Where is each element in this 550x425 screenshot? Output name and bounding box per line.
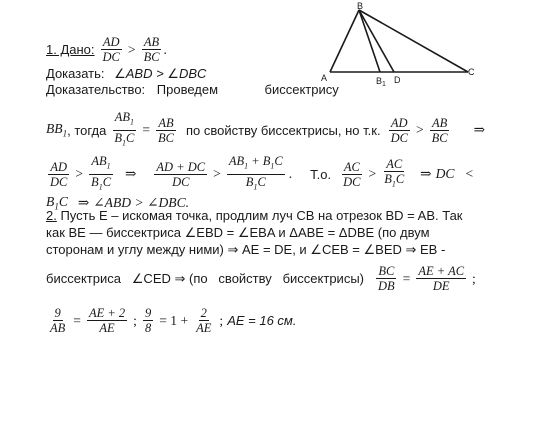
label-b1: $B_1$ <box>376 76 386 88</box>
period: . <box>288 166 293 181</box>
implies-arrow: ⇒ <box>125 166 137 181</box>
b1c: $B_1C$ <box>46 194 68 212</box>
proof-text: Проведем биссектрису <box>156 82 339 97</box>
given-frac-ad-dc <box>101 35 122 64</box>
frac-9-8: $\frac{9}{8}$ <box>144 306 152 335</box>
semicolon: ; <box>472 270 476 286</box>
bisector-line <box>46 110 489 150</box>
given-line <box>46 35 167 64</box>
triangle-lines <box>330 10 468 72</box>
op-eq: = <box>402 270 411 286</box>
p2-line2 <box>46 225 500 241</box>
frac-num: AD <box>102 35 120 49</box>
semicolon: ; <box>219 312 224 328</box>
label-d: D <box>394 75 401 85</box>
frac-ae-plus-2: $\frac{AE + 2}{AE}$ <box>88 306 126 335</box>
op-greater: > <box>127 41 136 57</box>
dc-less: DC < <box>435 166 474 181</box>
p2-line1 <box>46 208 500 224</box>
op-eq: = <box>142 122 151 137</box>
frac-ac-dc: $\frac{AC}{DC}$ <box>343 159 361 189</box>
heading-2: 2. <box>46 208 57 223</box>
p2-line4 <box>46 264 476 293</box>
bb1: $BB_1$ <box>46 121 68 139</box>
frac-num: AB <box>143 35 160 49</box>
implies-arrow: ⇒ <box>77 194 90 210</box>
frac-9-ab: $\frac{9}{AB}$ <box>50 306 66 335</box>
prove-label: Доказать: <box>46 66 105 81</box>
p2-text-1: Пусть E – искомая точка, продлим луч CB на отрезок BD = AB. Так <box>56 208 463 223</box>
frac-ab1-plus-b1c: $\frac{AB_1 + B_1C}{B_1C}$ <box>228 154 283 191</box>
fraction-chain-line <box>46 154 474 194</box>
p2-line5 <box>46 306 296 335</box>
p2-text-2: как BE — биссектриса ∠EBD = ∠EBA и ΔABE = ΔDBE (по двум <box>46 225 430 240</box>
given-frac-ab-bc <box>142 35 162 64</box>
frac-den: BC <box>143 50 160 64</box>
frac-ab-bc-2: $\frac{AB}{BC}$ <box>431 115 448 145</box>
conclusion-text: ∠ABD > ∠DBC. <box>93 194 190 210</box>
semicolon: ; <box>133 312 137 328</box>
implies-arrow: ⇒ <box>473 122 485 137</box>
frac-ab1-b1c: $\frac{AB_1}{B_1C}$ <box>91 154 112 191</box>
op-greater: > <box>213 166 221 181</box>
frac-bc-db: $\frac{BC}{DB}$ <box>378 264 395 293</box>
p2-text-3: сторонам и углу между ними) ⇒ AE = DE, и ∠CEB = ∠BED ⇒ EB - <box>46 242 446 257</box>
op-greater: > <box>415 122 424 137</box>
frac-ac-b1c: $\frac{AC}{B_1C}$ <box>384 156 405 189</box>
heading-given: 1. Дано: <box>46 42 95 57</box>
then-text: , тогда <box>67 122 107 138</box>
thus-text: Т.о. <box>310 166 332 182</box>
prove-line <box>46 66 500 82</box>
proof-label: Доказательство: <box>46 82 146 97</box>
frac-ab-bc: $\frac{AB}{BC}$ <box>158 115 174 145</box>
op-greater: > <box>368 166 377 181</box>
label-c: C <box>468 67 475 77</box>
period: . <box>163 41 167 57</box>
property-text: по свойству биссектрисы, но т.к. <box>186 122 381 138</box>
op-eq-1-plus: = 1 + <box>159 312 189 328</box>
implies-arrow: ⇒ <box>420 166 432 181</box>
frac-ad-plus-dc: $\frac{AD + DC}{DC}$ <box>156 159 206 189</box>
label-a: A <box>321 73 328 83</box>
side-ab <box>330 10 359 72</box>
frac-den: DC <box>102 50 120 64</box>
p2-text-4: биссектриса ∠CED ⇒ (по свойству биссектрисы) <box>46 270 364 286</box>
proof-line <box>46 82 500 98</box>
frac-ab1-b1c: $\frac{AB_1}{B_1C}$ <box>114 110 135 147</box>
op-eq: = <box>73 312 81 328</box>
p2-line3 <box>46 242 500 258</box>
frac-2-ae: $\frac{2}{AE}$ <box>196 306 212 335</box>
op-greater: > <box>75 166 84 181</box>
answer-text: AE = 16 см. <box>227 313 297 328</box>
label-b: B <box>357 2 364 11</box>
frac-ad-dc: $\frac{AD}{DC}$ <box>50 159 68 189</box>
frac-ae-plus-ac: $\frac{AE + AC}{DE}$ <box>418 264 465 293</box>
frac-ad-dc: $\frac{AD}{DC}$ <box>390 115 408 145</box>
prove-text: ∠ABD > ∠DBC <box>114 66 207 81</box>
side-bc <box>359 10 468 72</box>
